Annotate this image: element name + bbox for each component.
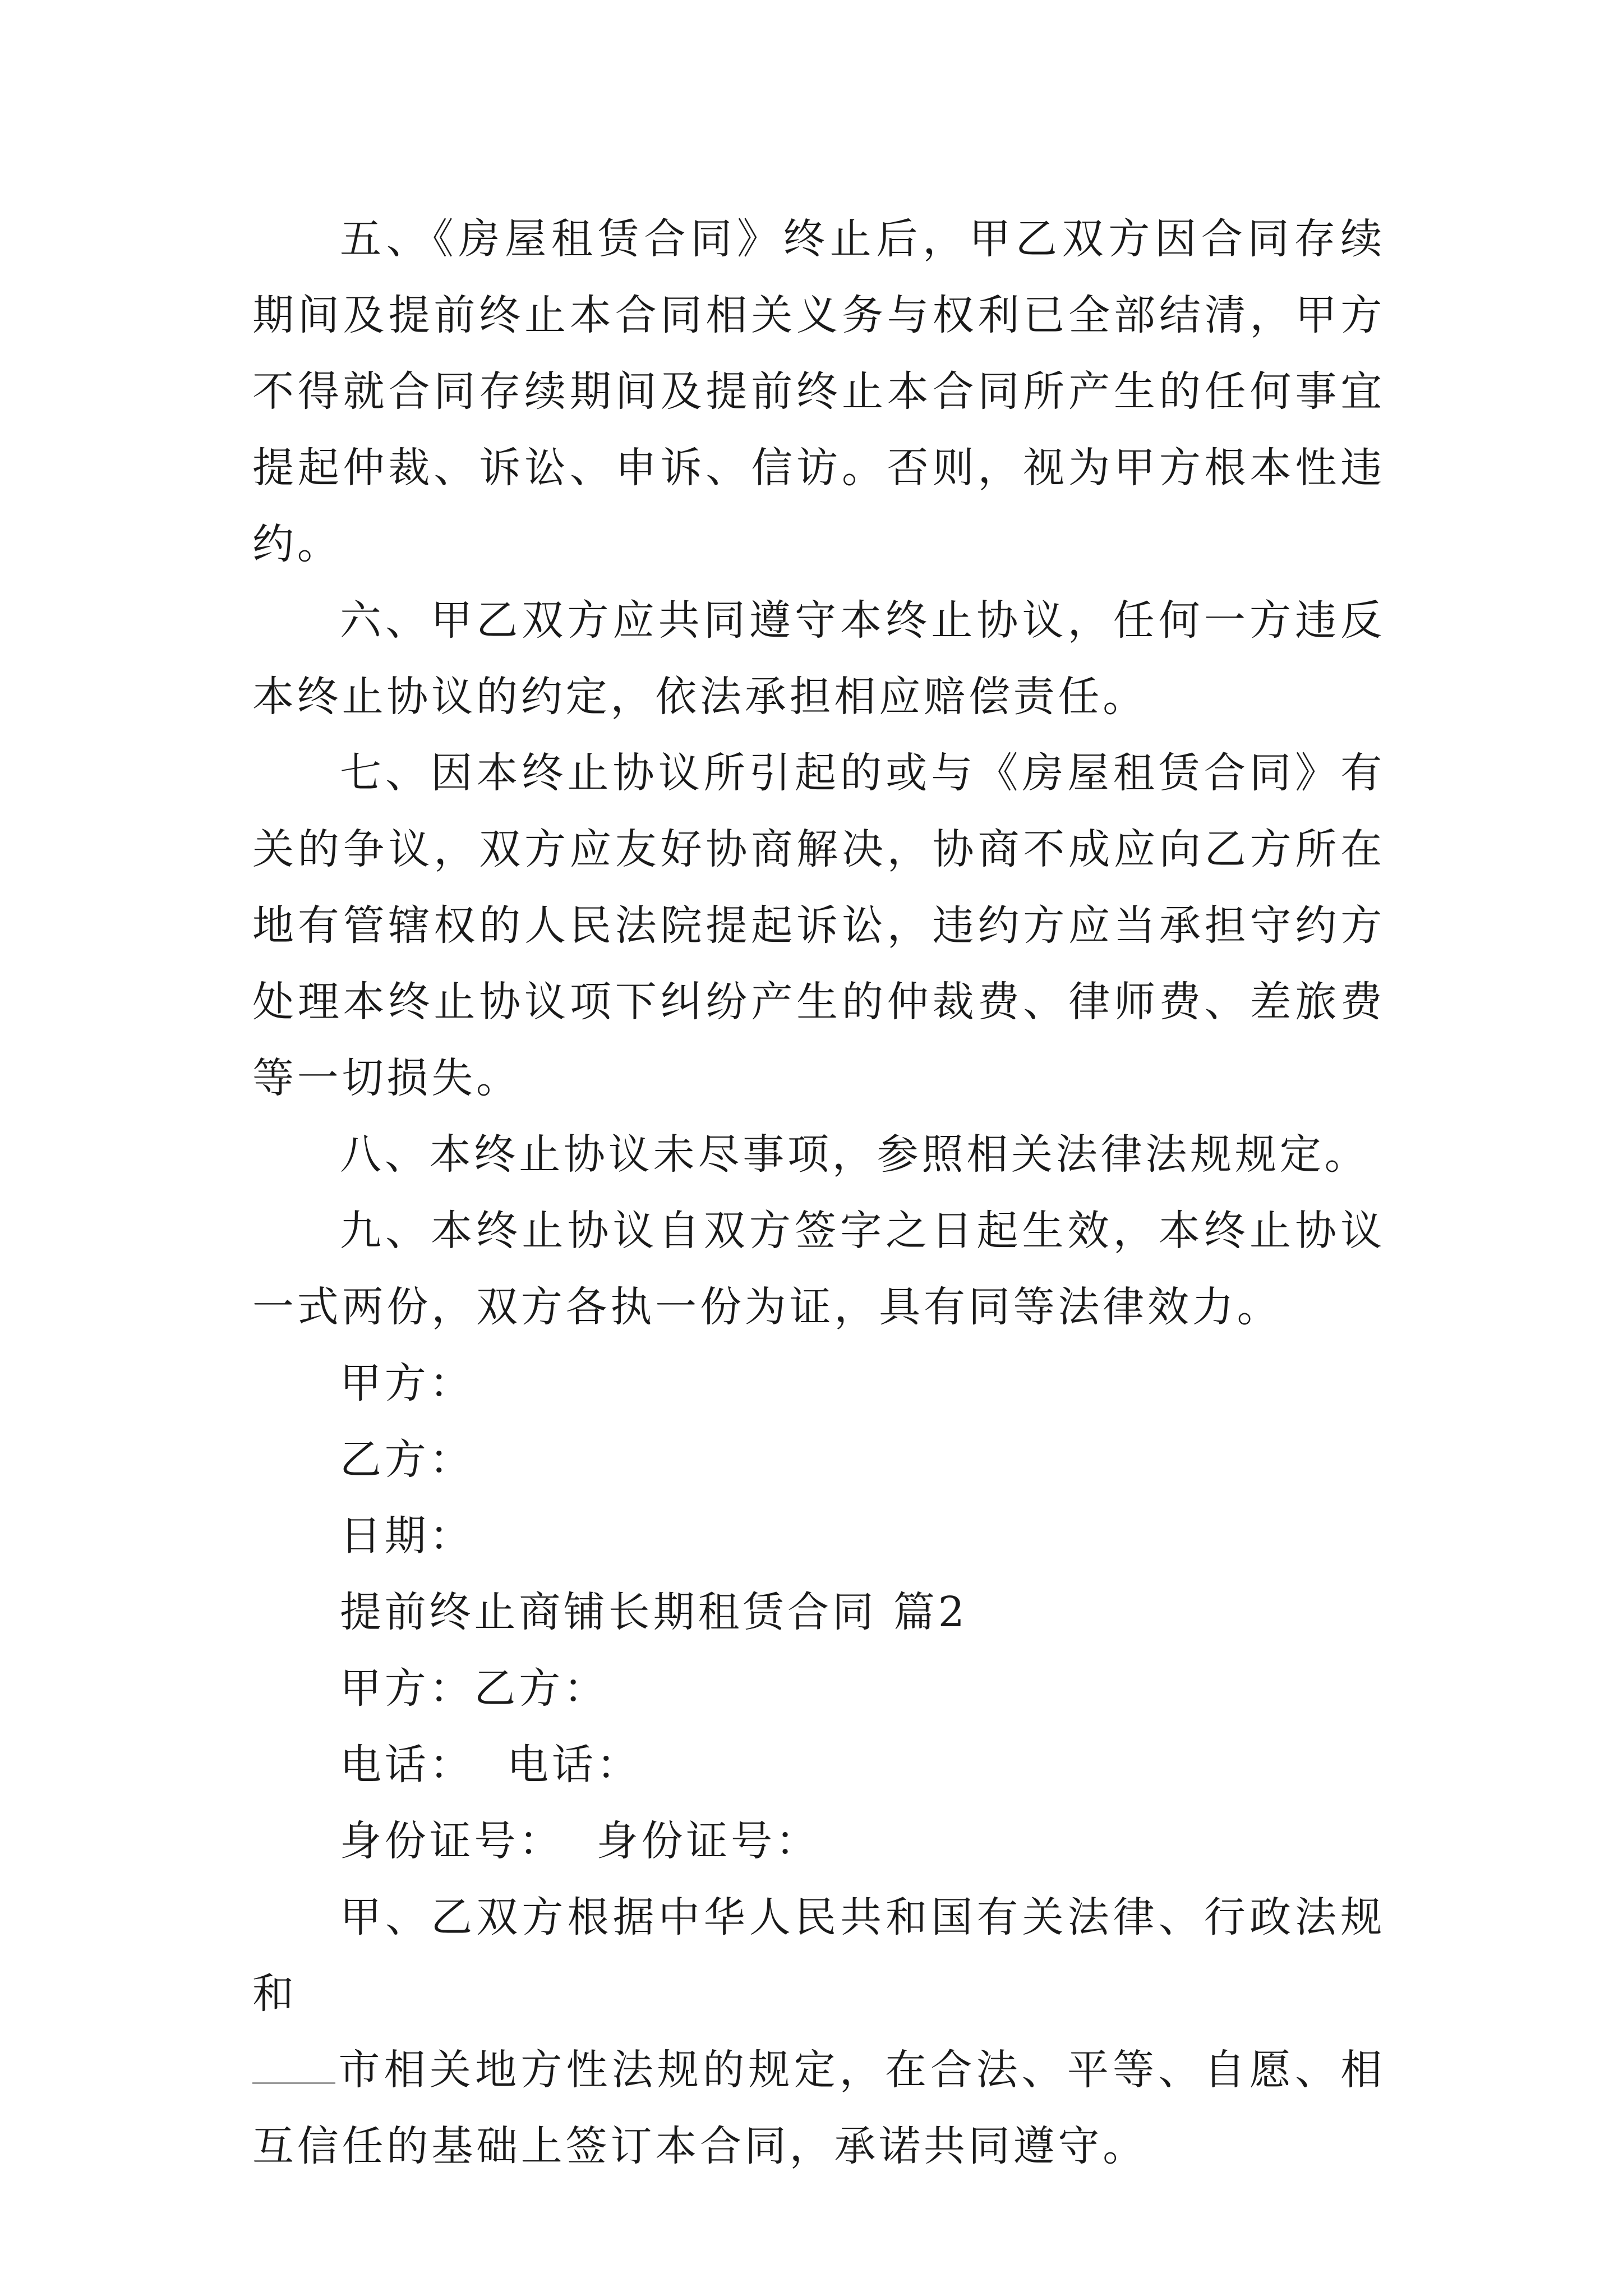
parties-line: 甲方：乙方：	[340, 1664, 608, 1713]
intro-text-part1: 甲、乙双方根据中华人民共和国有关法律、行政法规和	[252, 1893, 1385, 2018]
id-number-line: 身份证号： 身份证号：	[340, 1817, 820, 1865]
clause-5: 五、《房屋租赁合同》终止后，甲乙双方因合同存续期间及提前终止本合同相关义务与权利已全部结清，甲方不得就合同存续期间及提前终止本合同所产生的任何事宜提起仲裁、诉讼、申诉、信访。否则，视为甲方根本性违约。	[252, 215, 1385, 568]
clause-9: 九、本终止协议自双方签字之日起生效，本终止协议一式两份，双方各执一份为证，具有同等法律效力。	[252, 1207, 1385, 1331]
clause-6: 六、甲乙双方应共同遵守本终止协议，任何一方违反本终止协议的约定，依法承担相应赔偿责任。	[252, 596, 1385, 721]
city-blank-underline	[252, 2081, 335, 2084]
intro-paragraph	[252, 1879, 1385, 2184]
document-body	[252, 201, 1385, 2184]
section-title: 提前终止商铺长期租赁合同 篇2	[340, 1588, 968, 1636]
phone-line: 电话： 电话：	[340, 1741, 642, 1789]
clause-8: 八、本终止协议未尽事项，参照相关法律法规规定。	[340, 1130, 1370, 1179]
signature-date: 日期：	[340, 1512, 474, 1560]
intro-text-part2: 市相关地方性法规的规定，在合法、平等、自愿、相互信任的基础上签订本合同，承诺共同遵守。	[252, 2046, 1385, 2170]
clause-7: 七、因本终止协议所引起的或与《房屋租赁合同》有关的争议，双方应友好协商解决，协商不成应向乙方所在地有管辖权的人民法院提起诉讼，违约方应当承担守约方处理本终止协议项下纠纷产生的仲裁费、律师费、差旅费等一切损失。	[252, 749, 1385, 1102]
signature-party-a: 甲方：	[340, 1359, 474, 1407]
signature-party-b: 乙方：	[340, 1435, 474, 1484]
